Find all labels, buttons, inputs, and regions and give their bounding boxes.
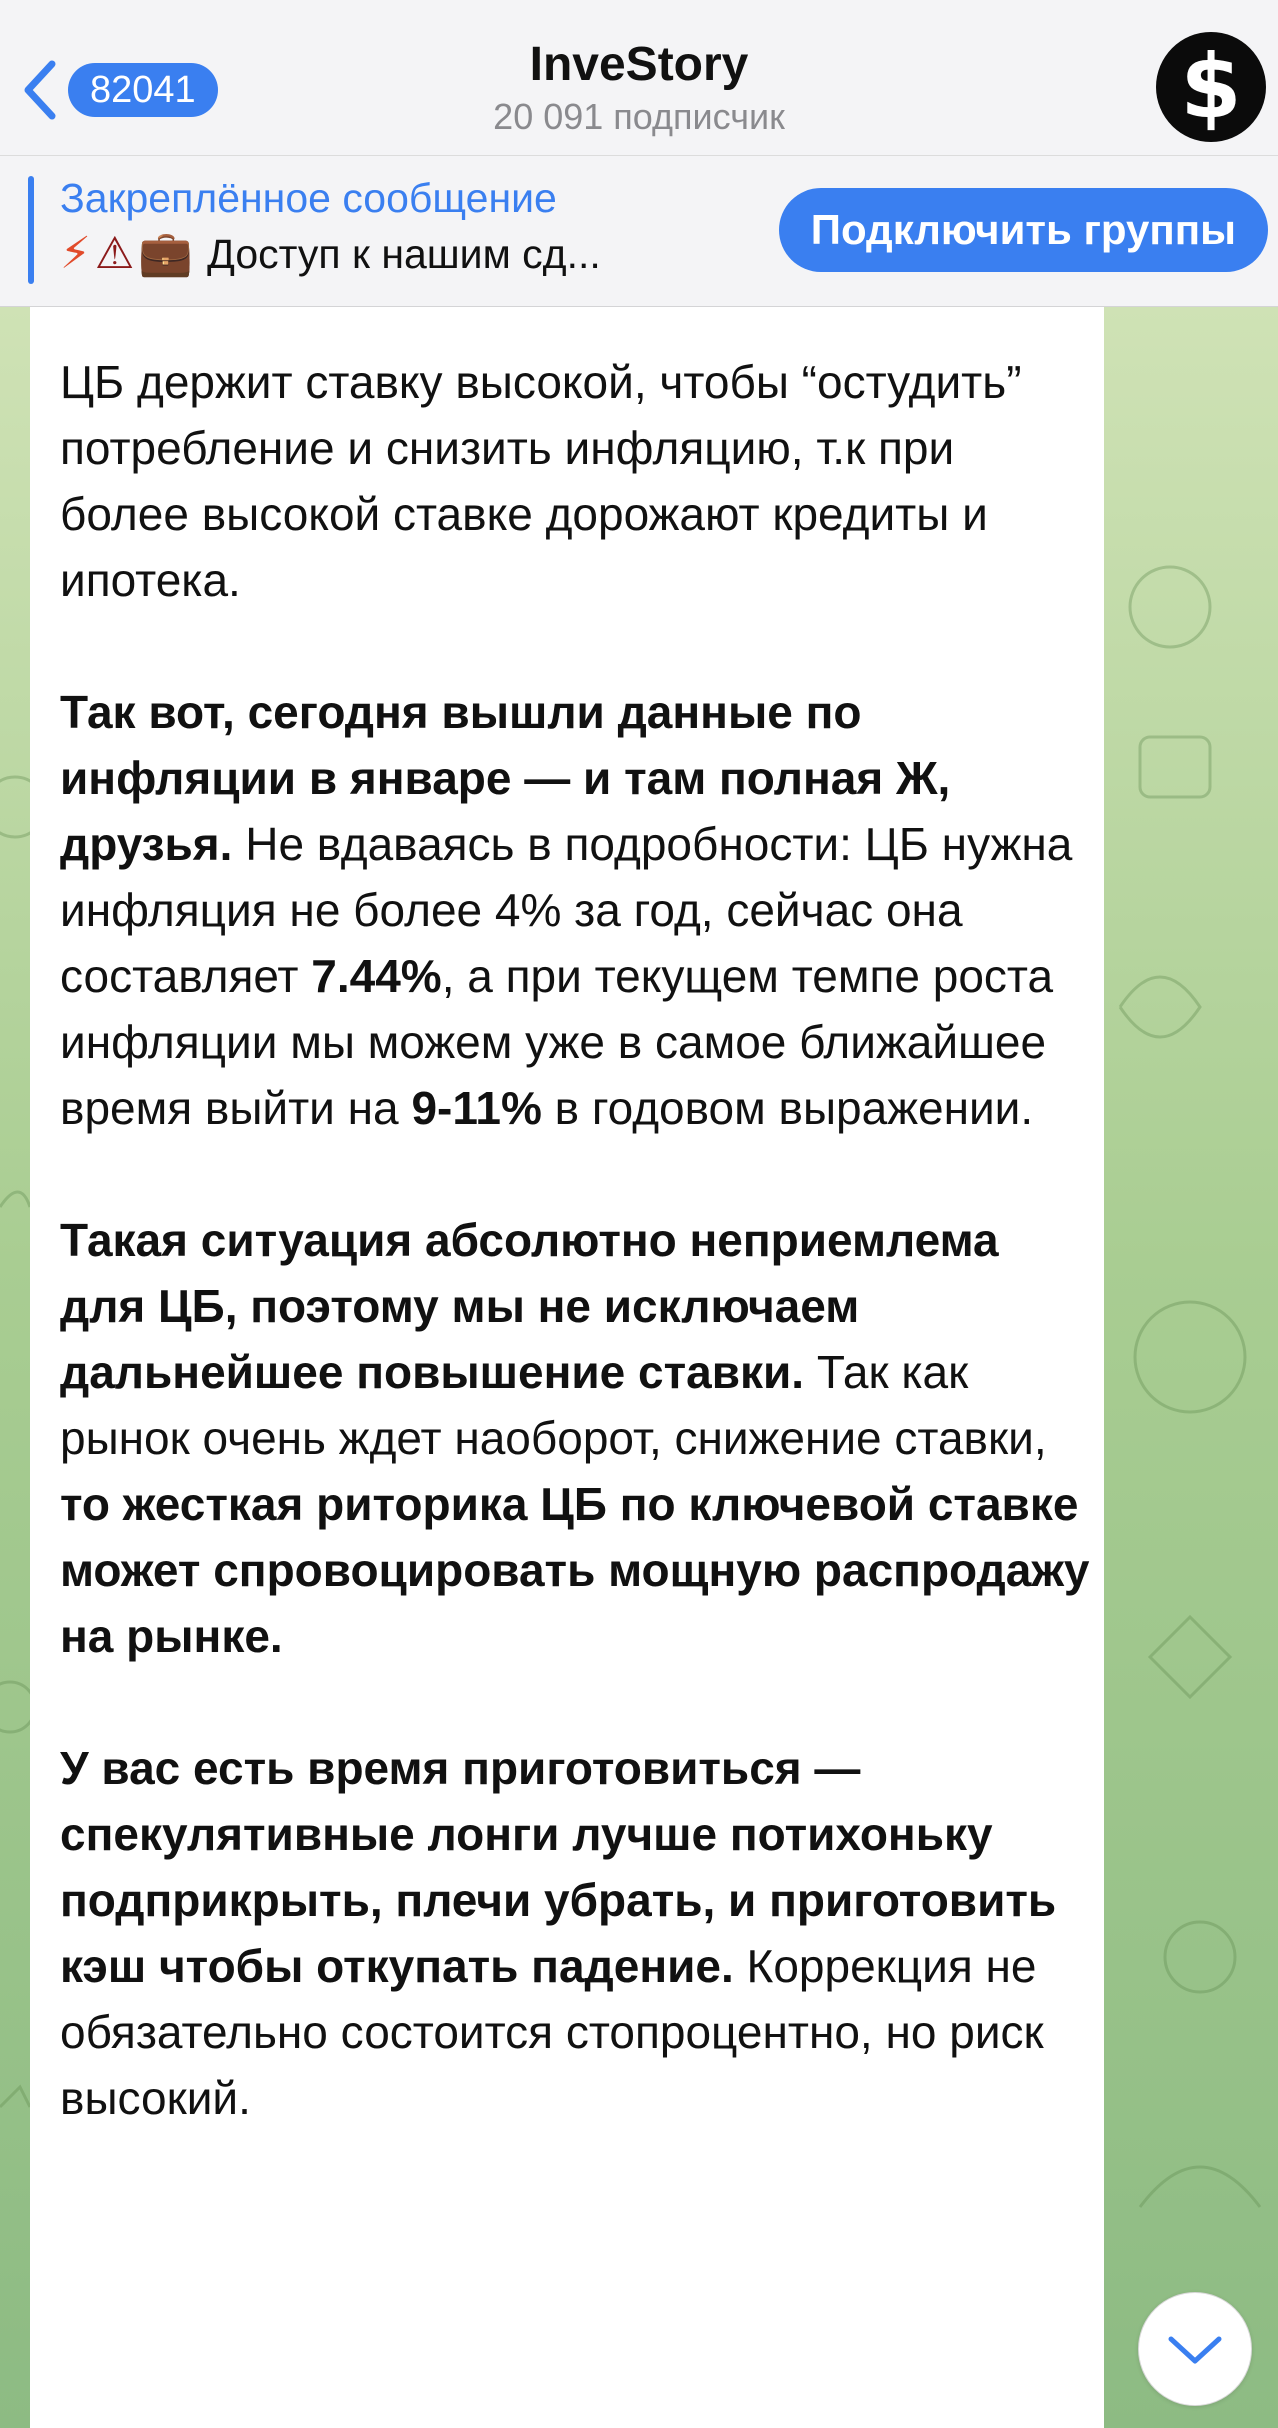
pinned-title: Закреплённое сообщение <box>60 175 557 221</box>
pinned-emojis <box>60 228 193 280</box>
message-paragraph-3: Такая ситуация абсолютно неприемлема для ЦБ, поэтому мы не исключаем дальнейшее повышение ставки. Так как рынок очень ждет наоборот, снижение ставки, то жесткая риторика ЦБ по ключевой ставке может спровоцировать мощную распродажу на рынке. <box>60 1214 1090 1662</box>
channel-title-block[interactable] <box>0 35 1278 138</box>
dollar-icon: $ <box>1180 35 1242 138</box>
message-bubble[interactable] <box>30 307 1104 2428</box>
pinned-text: Доступ к нашим сд... <box>207 231 601 277</box>
scroll-down-button[interactable] <box>1138 2292 1252 2406</box>
lightning-icon: ⚡ <box>60 228 91 279</box>
message-paragraph-2: Так вот, сегодня вышли данные по инфляции в январе — и там полная Ж, друзья. Не вдаваясь в подробности: ЦБ нужна инфляция не более 4% за год, сейчас она составляет 7.44%, а при текущем темпе роста инфляции мы можем уже в самое ближайшее время выйти на 9-11% в годовом выражении. <box>60 686 1073 1134</box>
pinned-message-bar[interactable] <box>0 156 1278 307</box>
chat-header <box>0 0 1278 156</box>
connect-groups-button[interactable]: Подключить группы <box>779 188 1268 272</box>
chevron-down-icon <box>1167 2333 1223 2365</box>
pinned-indicator <box>28 176 34 284</box>
subscriber-count: 20 091 подписчик <box>493 96 785 137</box>
channel-avatar[interactable] <box>1156 32 1266 142</box>
message-text <box>60 349 1090 2197</box>
warning-icon: ⚠ <box>94 228 135 279</box>
briefcase-icon: 💼 <box>138 228 194 279</box>
pinned-preview <box>60 228 601 280</box>
unread-count-badge: 82041 <box>68 63 218 117</box>
message-paragraph-4: У вас есть время приготовиться — спекулятивные лонги лучше потихоньку подприкрыть, плечи убрать, и приготовить кэш чтобы откупать падение. Коррекция не обязательно состоится стопроцентно, но риск высокий. <box>60 1742 1057 2124</box>
message-paragraph-1: ЦБ держит ставку высокой, чтобы “остудить” потребление и снизить инфляцию, т.к при более высокой ставке дорожают кредиты и ипотека. <box>60 356 1022 606</box>
channel-title: InveStory <box>529 38 749 91</box>
